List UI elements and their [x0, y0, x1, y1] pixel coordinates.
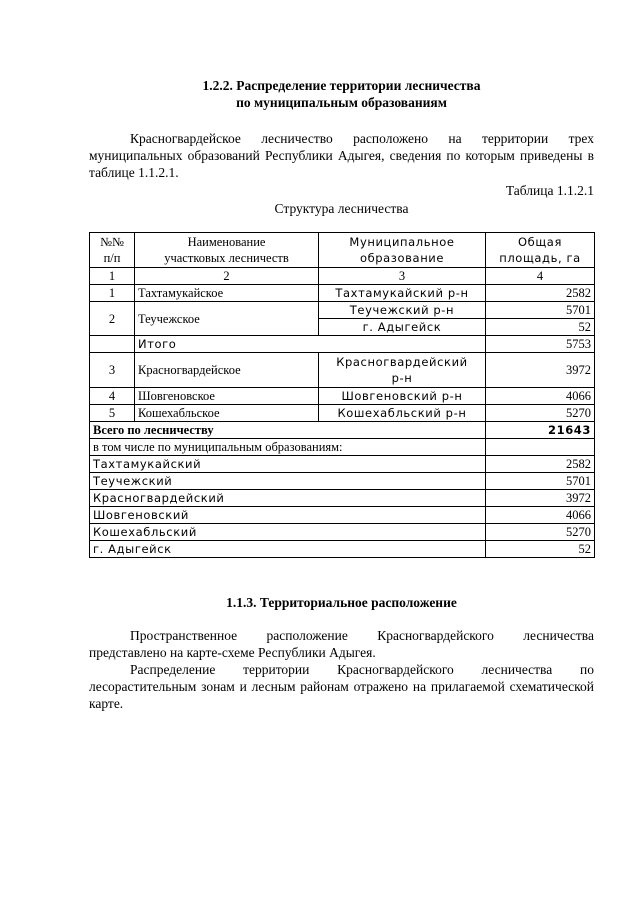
- breakdown-label: в том числе по муниципальным образованиям:: [90, 439, 486, 456]
- breakdown-row: [90, 524, 595, 541]
- breakdown-name: Тахтамукайский: [90, 456, 486, 473]
- breakdown-row: [90, 541, 595, 558]
- col-number-4: 4: [486, 268, 595, 285]
- row-name: Шовгеновское: [135, 388, 319, 405]
- forestry-structure-table: [89, 232, 595, 558]
- breakdown-name: Теучежский: [90, 473, 486, 490]
- paragraph-3-text: Распределение территории Красногвардейского лесничества по лесорастительным зонам и лесным районам отражено на прилагаемой схематической карте.: [89, 662, 594, 711]
- row-area: 2582: [486, 285, 595, 302]
- section-heading-line-2: по муниципальным образованиям: [236, 95, 447, 110]
- subtotal-empty-cell: [90, 336, 135, 353]
- intro-paragraph: [89, 130, 594, 181]
- breakdown-name: Красногвардейский: [90, 490, 486, 507]
- breakdown-value: 3972: [486, 490, 595, 507]
- breakdown-row: [90, 507, 595, 524]
- col-number-2: 2: [135, 268, 319, 285]
- table-label: Таблица 1.1.2.1: [505, 183, 594, 198]
- header-number: №№ п/п: [90, 233, 135, 268]
- breakdown-name: Кошехабльский: [90, 524, 486, 541]
- total-value: 21643: [486, 422, 595, 439]
- subtotal-label: Итого: [135, 336, 486, 353]
- row-municipality: г. Адыгейск: [319, 319, 486, 336]
- breakdown-value: 5701: [486, 473, 595, 490]
- row-number: 1: [90, 285, 135, 302]
- breakdown-label-row: [90, 439, 595, 456]
- row-municipality: Шовгеновский р-н: [319, 388, 486, 405]
- section-heading: [89, 77, 594, 111]
- row-name: Тахтамукайское: [135, 285, 319, 302]
- col-number-3: 3: [319, 268, 486, 285]
- row-name: Кошехабльское: [135, 405, 319, 422]
- paragraph-2-text: Пространственное расположение Красногвардейского лесничества представлено на карте-схеме Республики Адыгея.: [89, 628, 594, 660]
- row-area: 3972: [486, 353, 595, 388]
- breakdown-value: 52: [486, 541, 595, 558]
- breakdown-name: г. Адыгейск: [90, 541, 486, 558]
- column-number-row: [90, 268, 595, 285]
- breakdown-value: 2582: [486, 456, 595, 473]
- breakdown-row: [90, 473, 595, 490]
- header-municipality: Муниципальное образование: [319, 233, 486, 268]
- breakdown-label-empty: [486, 439, 595, 456]
- section-heading-line-1: 1.2.2. Распределение территории лесничества: [202, 78, 481, 93]
- row-number: 5: [90, 405, 135, 422]
- row-area: 52: [486, 319, 595, 336]
- breakdown-row: [90, 456, 595, 473]
- table-row: [90, 388, 595, 405]
- header-area: Общая площадь, га: [486, 233, 595, 268]
- breakdown-value: 4066: [486, 507, 595, 524]
- intro-paragraph-text: Красногвардейское лесничество расположено на территории трех муниципальных образований Республики Адыгея, сведения по которым приведены в таблице 1.1.2.1.: [89, 131, 594, 180]
- total-row: [90, 422, 595, 439]
- breakdown-value: 5270: [486, 524, 595, 541]
- row-area: 5701: [486, 302, 595, 319]
- paragraph-3: [89, 661, 594, 712]
- row-name: Красногвардейское: [135, 353, 319, 388]
- header-name: Наименование участковых лесничеств: [135, 233, 319, 268]
- table-row: [90, 353, 595, 388]
- subtotal-row: [90, 336, 595, 353]
- table-row: [90, 405, 595, 422]
- row-number: 2: [90, 302, 135, 336]
- table-header-row: [90, 233, 595, 268]
- row-municipality: Тахтамукайский р-н: [319, 285, 486, 302]
- row-area: 4066: [486, 388, 595, 405]
- breakdown-name: Шовгеновский: [90, 507, 486, 524]
- breakdown-row: [90, 490, 595, 507]
- table-row: [90, 302, 595, 319]
- section-heading-2: 1.1.3. Территориальное расположение: [226, 595, 457, 610]
- table-caption: Структура лесничества: [274, 201, 409, 216]
- row-number: 4: [90, 388, 135, 405]
- row-area: 5270: [486, 405, 595, 422]
- col-number-1: 1: [90, 268, 135, 285]
- row-municipality: Теучежский р-н: [319, 302, 486, 319]
- total-label: Всего по лесничеству: [90, 422, 486, 439]
- paragraph-2: [89, 627, 594, 661]
- row-number: 3: [90, 353, 135, 388]
- row-municipality: Красногвардейский р-н: [319, 353, 486, 388]
- subtotal-value: 5753: [486, 336, 595, 353]
- row-name: Теучежское: [135, 302, 319, 336]
- table-row: [90, 285, 595, 302]
- row-municipality: Кошехабльский р-н: [319, 405, 486, 422]
